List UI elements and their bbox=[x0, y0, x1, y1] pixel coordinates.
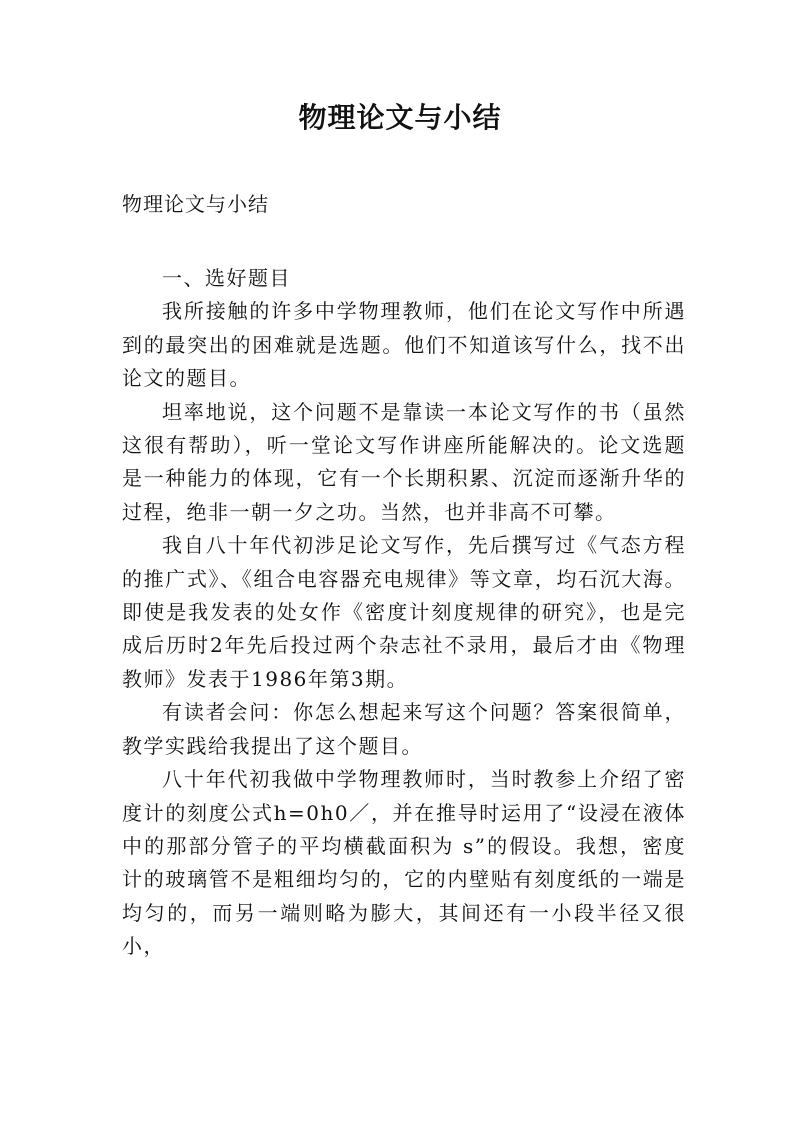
page-title: 物理论文与小结 bbox=[298, 101, 502, 134]
paragraph: 有读者会问：你怎么想起来写这个问题？答案很简单，教学实践给我提出了这个题目。 bbox=[122, 700, 686, 758]
section-heading: 一、选好题目 bbox=[162, 266, 291, 290]
document-body bbox=[122, 262, 686, 964]
paragraph: 八十年代初我做中学物理教师时，当时教参上介绍了密度计的刻度公式h=0h0／，并在推导时运用了“设浸在液体中的那部分管子的平均横截面积为 s”的假设。我想，密度计的玻璃管不是粗细均匀的，它的内壁贴有刻度纸的一端是均匀的，而另一端则略为膨大，其间还有一小段半径又很小， bbox=[122, 767, 686, 959]
paragraph: 我自八十年代初涉足论文写作，先后撰写过《气态方程的推广式》、《组合电容器充电规律》等文章，均石沉大海。即使是我发表的处女作《密度计刻度规律的研究》，也是完成后历时2年先后投过两个杂志社不录用，最后才由《物理教师》发表于1986年第3期。 bbox=[122, 533, 686, 691]
paragraph: 坦率地说，这个问题不是靠读一本论文写作的书（虽然这很有帮助），听一堂论文写作讲座所能解决的。论文选题是一种能力的体现，它有一个长期积累、沉淀而逐渐升华的过程，绝非一朝一夕之功。当然，也并非高不可攀。 bbox=[122, 399, 686, 524]
paragraph: 我所接触的许多中学物理教师，他们在论文写作中所遇到的最突出的困难就是选题。他们不知道该写什么，找不出论文的题目。 bbox=[122, 299, 686, 391]
document-subtitle: 物理论文与小结 bbox=[122, 192, 269, 216]
